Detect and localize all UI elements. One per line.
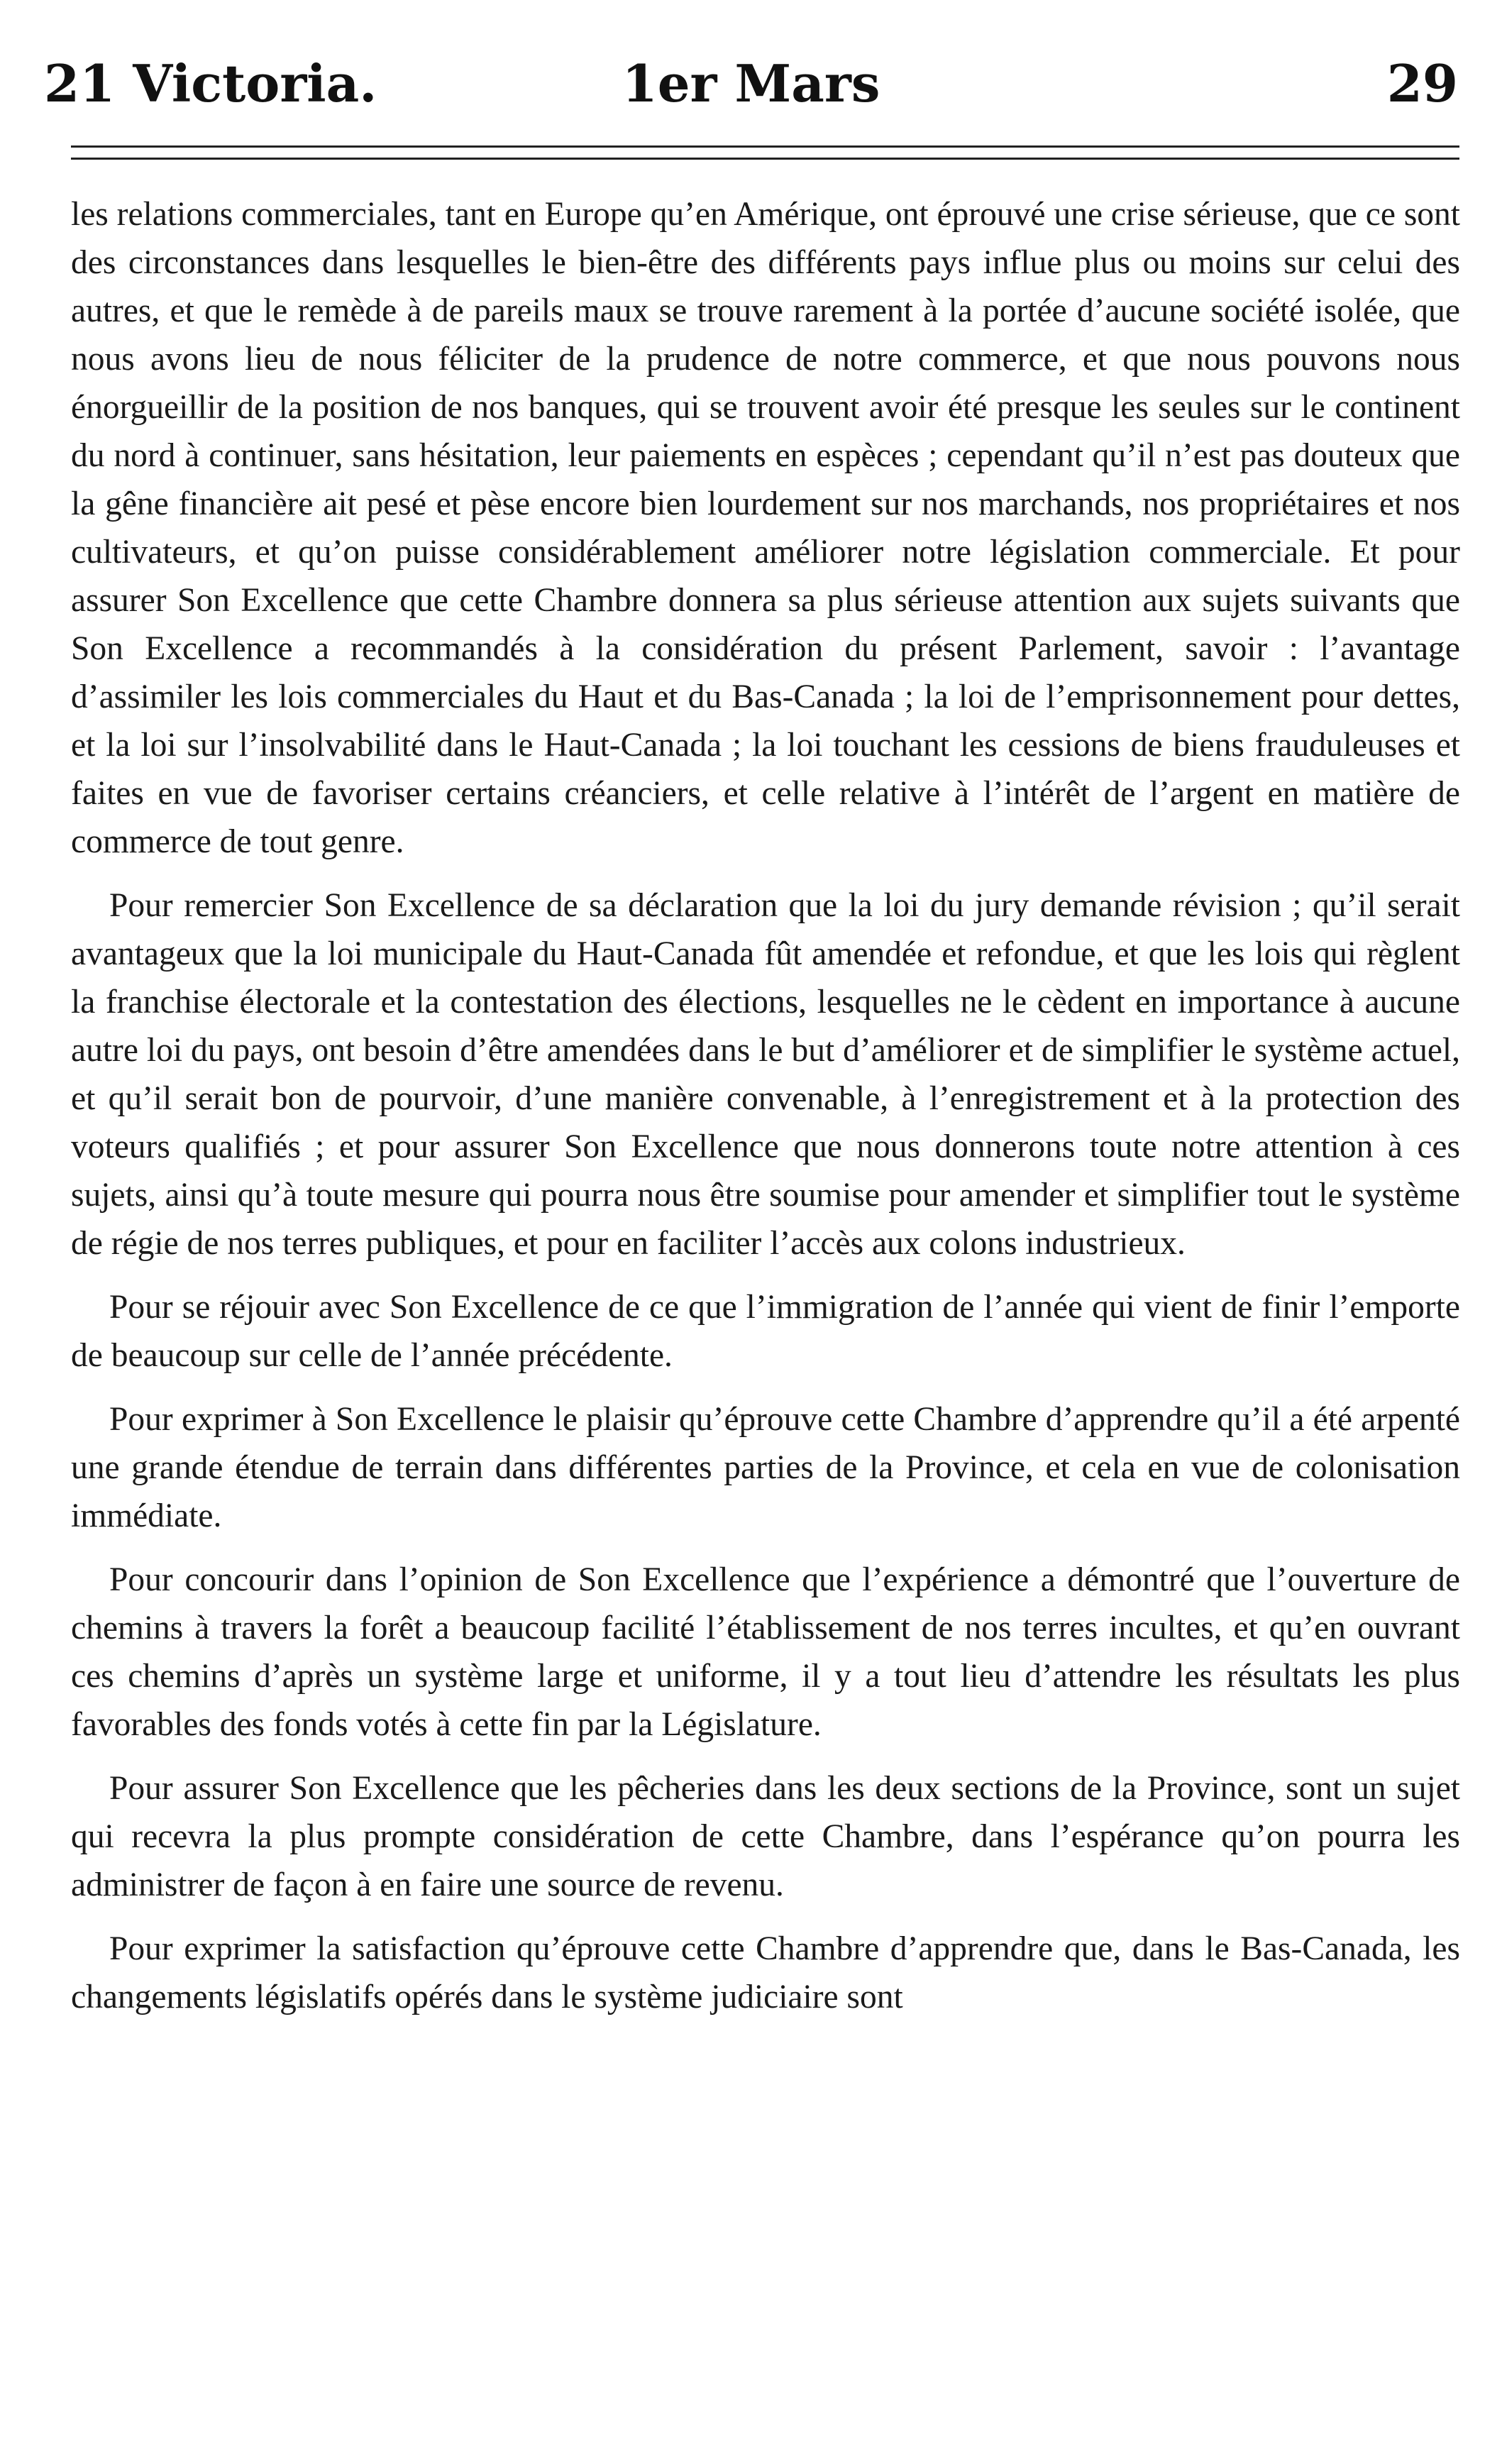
page-body [71, 190, 1460, 2021]
paragraph: Pour remercier Son Excellence de sa déclaration que la loi du jury demande révision ; qu’il serait avantageux que la loi municipale du Haut-Canada fût amendée et refondue, et que les lois qui règlent la franchise électorale et la contestation des élections, lesquelles ne le cèdent en importance à aucune autre loi du pays, ont besoin d’être amendées dans le but d’améliorer et de simplifier le système actuel, et qu’il serait bon de pourvoir, d’une manière convenable, à l’enregistrement et à la protection des voteurs qualifiés ; et pour assurer Son Excellence que nous donnerons toute notre attention à ces sujets, ainsi qu’à toute mesure qui pourra nous être soumise pour amender et simplifier tout le système de régie de nos terres publiques, et pour en faciliter l’accès aux colons industrieux. [71, 887, 1460, 1262]
paragraph: Pour exprimer la satisfaction qu’éprouve cette Chambre d’apprendre que, dans le Bas-Canada, les changements législatifs opérés dans le système judiciaire sont [71, 1930, 1460, 2015]
header-regnal-year: 21 Victoria. [44, 53, 377, 114]
header-double-rule [71, 145, 1459, 160]
paragraph: les relations commerciales, tant en Europe qu’en Amérique, ont éprouvé une crise sérieuse, que ce sont des circonstances dans lesquelles le bien-être des différents pays influe plus ou moins sur celui des autres, et que le remède à de pareils maux se trouve rarement à la portée d’aucune société isolée, que nous avons lieu de nous féliciter de la prudence de notre commerce, et que nous pouvons nous énorgueillir de la position de nos banques, qui se trouvent avoir été presque les seules sur le continent du nord à continuer, sans hésitation, leur paiements en espèces ; cependant qu’il n’est pas douteux que la gêne financière ait pesé et pèse encore bien lourdement sur nos marchands, nos propriétaires et nos cultivateurs, et qu’on puisse considérablement améliorer notre législation commerciale. Et pour assurer Son Excellence que cette Chambre donnera sa plus sérieuse attention aux sujets suivants que Son Excellence a recommandés à la considération du présent Parlement, savoir : l’avantage d’assimiler les lois commerciales du Haut et du Bas-Canada ; la loi de l’emprisonnement pour dettes, et la loi sur l’insolvabilité dans le Haut-Canada ; la loi touchant les cessions de biens frauduleuses et faites en vue de favoriser certains créanciers, et celle relative à l’intérêt de l’argent en matière de commerce de tout genre. [71, 196, 1460, 860]
paragraph: Pour assurer Son Excellence que les pêcheries dans les deux sections de la Province, sont un sujet qui recevra la plus prompte considération de cette Chambre, dans l’espérance qu’on pourra les administrer de façon à en faire une source de revenu. [71, 1770, 1460, 1903]
paragraph: Pour se réjouir avec Son Excellence de ce que l’immigration de l’année qui vient de finir l’emporte de beaucoup sur celle de l’année précédente. [71, 1289, 1460, 1374]
paragraph: Pour exprimer à Son Excellence le plaisir qu’éprouve cette Chambre d’apprendre qu’il a été arpenté une grande étendue de terrain dans différentes parties de la Province, et cela en vue de colonisation immédiate. [71, 1401, 1460, 1534]
paragraph: Pour concourir dans l’opinion de Son Excellence que l’expérience a démontré que l’ouverture de chemins à travers la forêt a beaucoup facilité l’établissement de nos terres incultes, et qu’en ouvrant ces chemins d’après un système large et uniforme, il y a tout lieu d’attendre les résultats les plus favorables des fonds votés à cette fin par la Législature. [71, 1561, 1460, 1743]
page-number: 29 [1386, 53, 1458, 114]
header-date: 1er Mars [622, 53, 880, 114]
page-header [44, 48, 1458, 119]
